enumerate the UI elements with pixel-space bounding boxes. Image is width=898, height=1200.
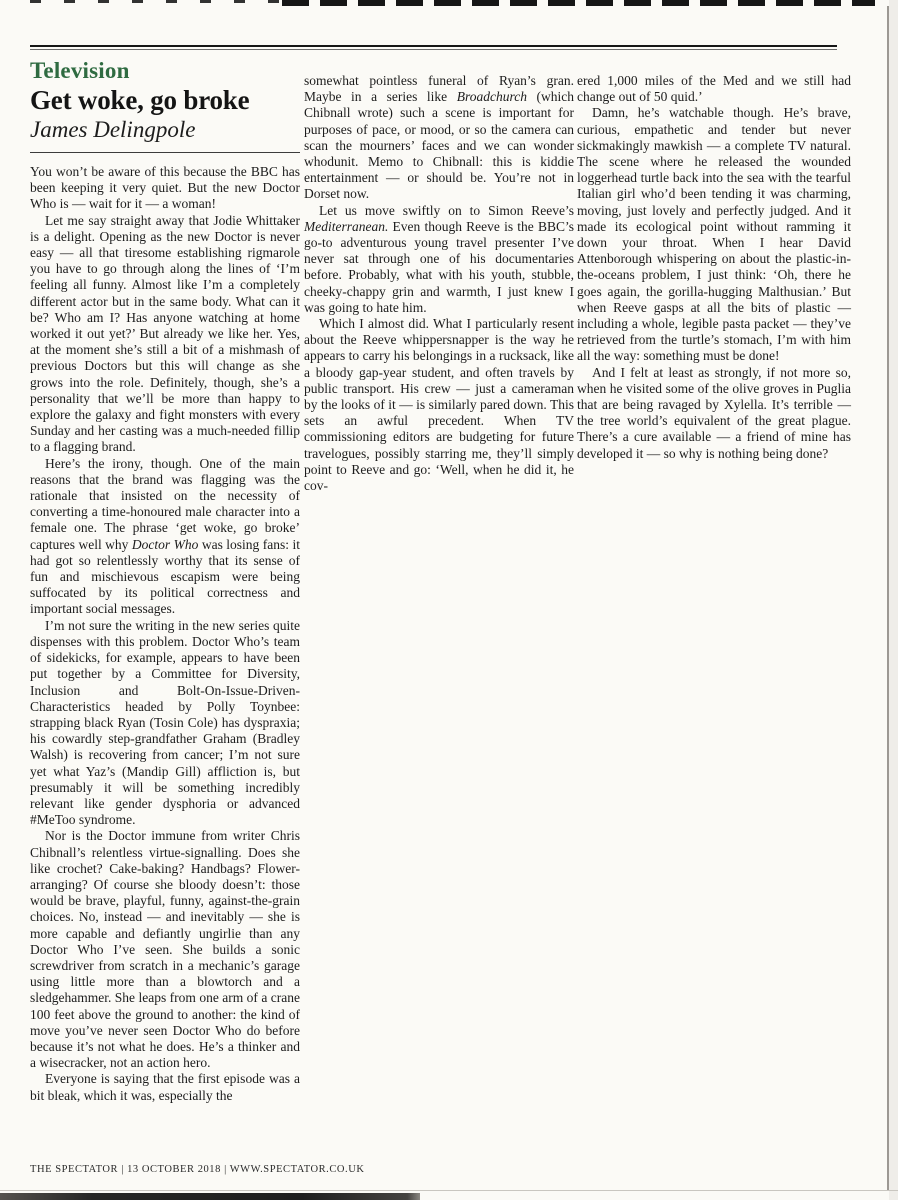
paragraph xyxy=(304,316,574,494)
text-run: And I felt at least as strongly, if not more so, when he visited some of the olive groves in Puglia that are being ravaged by Xylella. It’s terrible — the tree world’s equivalent of the great plague. There’s a cure available — a friend of mine has developed it — so why is nothing being done? xyxy=(577,364,851,461)
article-title: Get woke, go broke xyxy=(30,85,250,115)
text-run: I’m not sure the writing in the new series quite dispenses with this problem. Doctor Who’s team of sidekicks, for example, appears to have been put together by a Committee for Diversity, Inclusion and Bolt-On-Issue-Driven-Characteristics headed by Polly Toynbee: strapping black Ryan (Tosin Cole) has dyspraxia; his cowardly step-grandfather Graham (Bradley Walsh) is recovering from cancer; I’m not sure yet what Yaz’s (Mandip Gill) affliction is, but presumably it will be something incredibly relevant like gender dysphoria or advanced #MeToo syndrome. xyxy=(30,617,300,828)
text-run: Here’s the irony, though. One of the main reasons that the brand was flagging was the rationale that insisted on the necessity of converting a time-honoured male character into a female one. The phrase ‘get woke, go broke’ captures well why xyxy=(30,455,300,552)
section-label: Television xyxy=(30,58,130,83)
article-column-3 xyxy=(577,73,851,462)
scan-page-edge-dashes xyxy=(282,0,875,6)
text-run: ered 1,000 miles of the Med and we still had change out of 50 quid.’ xyxy=(577,73,851,105)
text-run: You won’t be aware of this because the BBC has been keeping it very quiet. But the new Doctor Who is — wait for it — a woman! xyxy=(30,164,300,212)
paragraph xyxy=(304,73,574,203)
paragraph xyxy=(30,164,300,213)
text-run: Which I almost did. What I particularly resent about the Reeve whippersnapper is the way he appears to carry his belongings in a rucksack, like a bloody gap-year student, and often travels by public transport. His crew — just a cameraman by the looks of it — is similarly pared down. This sets an awful precedent. When TV commissioning editors are budgeting for future travelogues, possibly starring me, they’ll simply point to Reeve and go: ‘Well, when he did it, he cov- xyxy=(304,316,574,494)
paragraph xyxy=(304,203,574,316)
paragraph xyxy=(30,1071,300,1103)
text-run: somewhat pointless funeral of Ryan’s gran. Maybe in a series like xyxy=(304,73,574,105)
scan-page-edge-dashes xyxy=(30,0,282,3)
column-1-text xyxy=(30,164,300,1104)
paragraph xyxy=(577,105,851,364)
italic-text: Doctor Who xyxy=(131,536,199,552)
footer-credit: THE SPECTATOR | 13 OCTOBER 2018 | WWW.SPECTATOR.CO.UK xyxy=(30,1164,365,1175)
text-run: Even though Reeve is the BBC’s go-to adventurous young travel presenter I’ve never sat through one of his documentaries before. Probably, what with his youth, stubble, cheeky-chappy grin and warmth, I just knew I was going to hate him. xyxy=(304,218,574,315)
byline-rule xyxy=(30,152,300,153)
author-byline: James Delingpole xyxy=(30,117,196,142)
scan-bottom-bar xyxy=(0,1193,420,1200)
text-run: Damn, he’s watchable though. He’s brave, curious, empathetic and tender but never sickmakingly mawkish — a complete TV natural. The scene where he released the wounded loggerhead turtle back into the sea with the tearful Italian girl who’d been tending it was charming, moving, just lovely and perfectly judged. And it made its ecological point without ramming it down your throat. When I hear David Attenborough whispering on about the plastic-in-the-oceans problem, I just think: ‘Oh, there he goes again, the gorilla-hugging Malthusian.’ But when Reeve gasps at all the bits of plastic — including a whole, legible pasta packet — they’ve retrieved from the turtle’s stomach, I’m with him all the way: something must be done! xyxy=(577,105,851,364)
scan-page-edge-line xyxy=(887,6,889,1190)
text-run: Let me say straight away that Jodie Whittaker is a delight. Opening as the new Doctor is never easy — all that tiresome establishing rigmarole you have to go through along the lines of ‘I’m feeling all funny. Almost like I’m a completely different actor but in the same body. What can it be? Who am I? Has anyone watching at home worked it out yet?’ But already we like her. Yes, at the moment she’s still a bit of a mishmash of previous Doctors but this will change as she grows into the role. Definitely, though, she’s a personality that we’ll be more than happy to explore the galaxy and fight monsters with every Sunday and her casting was a much-needed fillip to a flagging brand. xyxy=(30,212,300,455)
text-run: Let us move swiftly on to Simon Reeve’s xyxy=(319,202,574,218)
text-run: Everyone is saying that the first episode was a bit bleak, which it was, especially the xyxy=(30,1071,300,1103)
article-column-2 xyxy=(304,73,574,494)
paragraph xyxy=(577,73,851,105)
italic-text: Broadchurch xyxy=(456,89,527,105)
paragraph xyxy=(30,828,300,1071)
page-top-rule xyxy=(30,45,837,50)
scan-right-margin xyxy=(889,0,898,1200)
scan-bottom-line xyxy=(0,1190,898,1191)
text-run: (which Chibnall wrote) such a scene is important for purposes of pace, or mood, or so the camera can scan the mourners’ faces and we can wonder whodunit. Memo to Chibnall: this is kiddie entertainment — or should be. You’re not in Dorset now. xyxy=(304,89,574,202)
article-column-1 xyxy=(30,58,300,1104)
text-run: was losing fans: it had got so relentlessly worthy that its sense of fun and mischievous escapism were being suffocated by its political correctness and important social messages. xyxy=(30,536,300,617)
italic-text: Mediterranean. xyxy=(304,218,389,234)
paragraph xyxy=(30,213,300,456)
paragraph xyxy=(30,618,300,829)
text-run: Nor is the Doctor immune from writer Chris Chibnall’s relentless virtue-signalling. Does she like crochet? Cake-baking? Handbags? Flower-arranging? Of course she bloody doesn’t: those would be brave, playful, funny, against-the-grain choices. No, instead — and inevitably — she is more capable and defiantly ungirlie than any Doctor Who I’ve seen. She builds a sonic screwdriver from scratch in a mechanic’s garage using little more than a blowtorch and a sledgehammer. She leaps from one arm of a crane 100 feet above the ground to another: the kind of move you’ve never seen Doctor Who do before because it’s not what he does. He’s a thinker and a wisecracker, not an action hero. xyxy=(30,828,300,1071)
paragraph xyxy=(30,456,300,618)
paragraph xyxy=(577,365,851,462)
